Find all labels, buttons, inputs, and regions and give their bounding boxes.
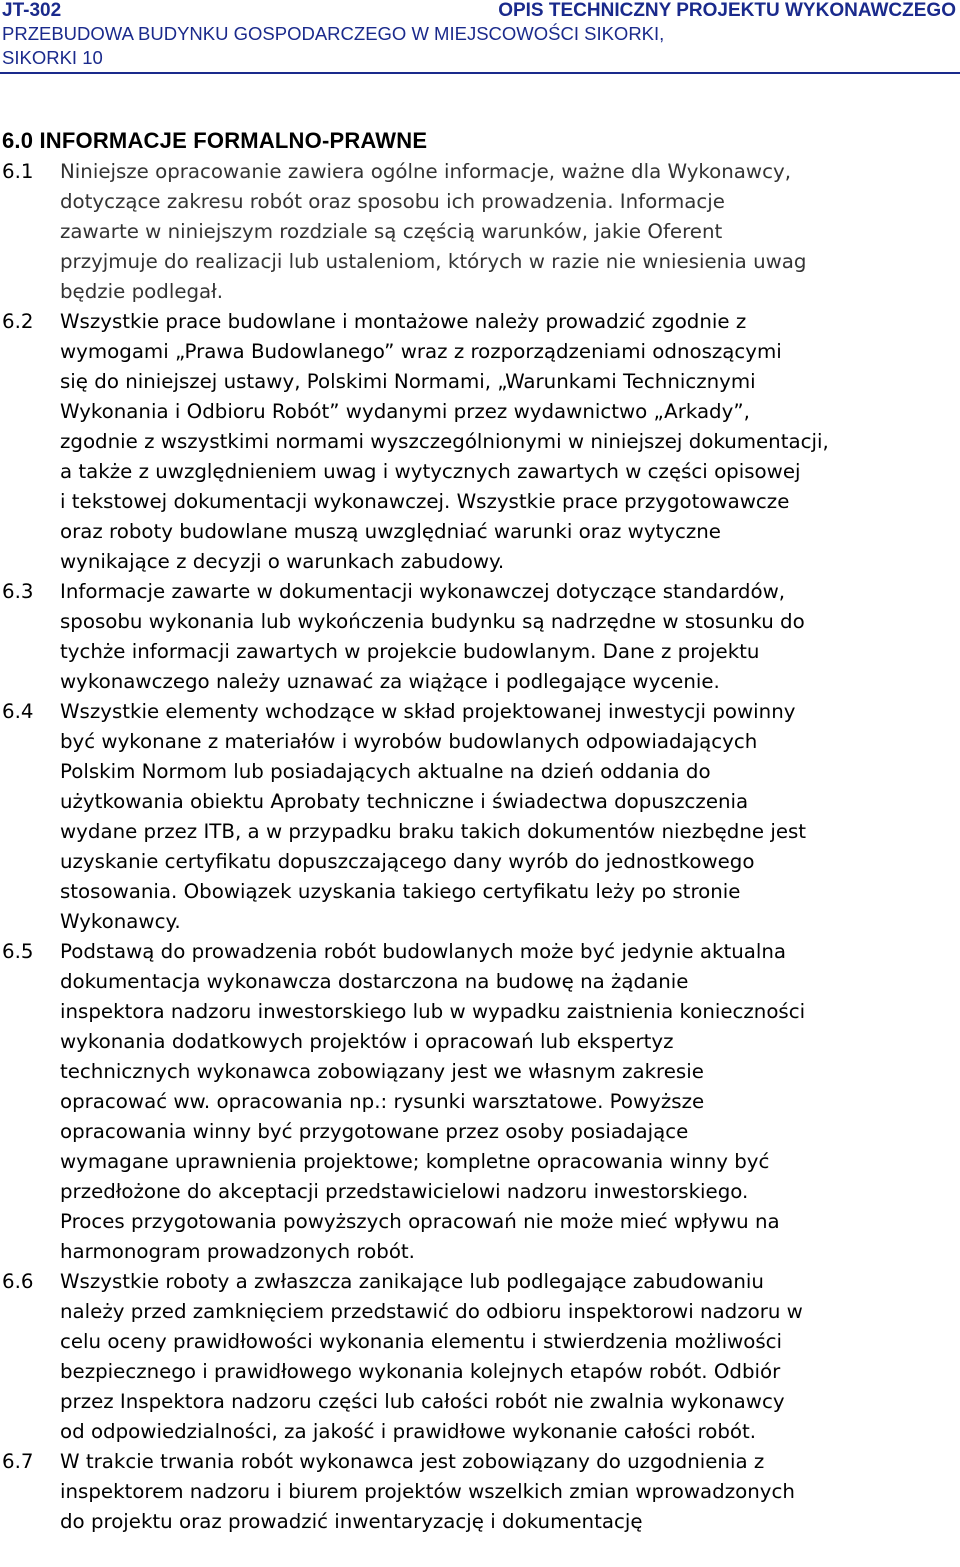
document-title: OPIS TECHNICZNY PROJEKTU WYKONAWCZEGO [498,0,956,21]
item-number: 6.4 [2,700,34,723]
list-item [0,1447,960,1537]
item-text-line: Wszystkie roboty a zwłaszcza zanikające lub podlegające zabudowaniu [60,1270,764,1293]
item-text-line: wydane przez ITB, a w przypadku braku takich dokumentów niezbędne jest [60,820,807,843]
item-text-line: uzyskanie certyfikatu dopuszczającego dany wyrób do jednostkowego [60,850,755,873]
item-text-line: inspektora nadzoru inwestorskiego lub w wypadku zaistnienia konieczności [60,1000,806,1023]
item-text-line: przyjmuje do realizacji lub ustaleniom, których w razie nie wniesienia uwag [60,250,807,273]
header-divider [0,72,960,74]
item-number: 6.1 [2,160,34,183]
page-header [0,0,960,72]
item-text-line: dokumentacja wykonawcza dostarczona na budowę na żądanie [60,970,689,993]
item-text-line: wykonawczego należy uznawać za wiążące i podlegające wycenie. [60,670,720,693]
list-item [0,577,960,697]
item-text-line: od odpowiedzialności, za jakość i prawidłowe wykonanie całości robót. [60,1420,757,1443]
list-item [0,937,960,1267]
section-items [0,157,960,1537]
item-text-line: wynikające z decyzji o warunkach zabudowy. [60,550,505,573]
item-text-line: użytkowania obiektu Aprobaty techniczne i świadectwa dopuszczenia [60,790,749,813]
item-text-line: przez Inspektora nadzoru części lub całości robót nie zwalnia wykonawcy [60,1390,785,1413]
item-text-line: Informacje zawarte w dokumentacji wykonawczej dotyczące standardów, [60,580,786,603]
item-text-line: i tekstowej dokumentacji wykonawczej. Wszystkie prace przygotowawcze [60,490,790,513]
item-text-line: Wszystkie elementy wchodzące w skład projektowanej inwestycji powinny [60,700,796,723]
item-text-line: Wszystkie prace budowlane i montażowe należy prowadzić zgodnie z [60,310,747,333]
item-number: 6.2 [2,310,34,333]
item-text-line: technicznych wykonawca zobowiązany jest we własnym zakresie [60,1060,704,1083]
item-text-line: tychże informacji zawartych w projekcie budowlanym. Dane z projektu [60,640,760,663]
item-text-line: będzie podlegał. [60,280,224,303]
item-text-line: wymogami „Prawa Budowlanego” wraz z rozporządzeniami odnoszącymi [60,340,782,363]
item-text-line: oraz roboty budowlane muszą uwzględniać warunki oraz wytyczne [60,520,721,543]
item-text-line: Wykonawcy. [60,910,181,933]
item-text-line: wymagane uprawnienia projektowe; kompletne opracowania winny być [60,1150,770,1173]
item-text-line: zgodnie z wszystkimi normami wyszczególnionymi w niniejszej dokumentacji, [60,430,829,453]
item-text-line: należy przed zamknięciem przedstawić do odbioru inspektorowi nadzoru w [60,1300,803,1323]
item-text-line: Wykonania i Odbioru Robót” wydanymi przez wydawnictwo „Arkady”, [60,400,750,423]
item-number: 6.7 [2,1450,34,1473]
item-text-line: harmonogram prowadzonych robót. [60,1240,415,1263]
item-text-line: Niniejsze opracowanie zawiera ogólne informacje, ważne dla Wykonawcy, [60,160,791,183]
item-text-line: opracowania winny być przygotowane przez osoby posiadające [60,1120,689,1143]
list-item [0,307,960,577]
item-text-line: do projektu oraz prowadzić inwentaryzację i dokumentację [60,1510,643,1533]
item-text-line: Proces przygotowania powyższych opracowań nie może mieć wpływu na [60,1210,780,1233]
item-text-line: Podstawą do prowadzenia robót budowlanych może być jedynie aktualna [60,940,787,963]
item-text-line: dotyczące zakresu robót oraz sposobu ich prowadzenia. Informacje [60,190,725,213]
list-item [0,697,960,937]
item-text-line: stosowania. Obowiązek uzyskania takiego certyfikatu leży po stronie [60,880,741,903]
item-text-line: się do niniejszej ustawy, Polskimi Normami, „Warunkami Technicznymi [60,370,756,393]
section-heading: 6.0 INFORMACJE FORMALNO-PRAWNE [2,128,428,153]
item-text-line: a także z uwzględnieniem uwag i wytycznych zawartych w części opisowej [60,460,801,483]
item-text-line: wykonania dodatkowych projektów i opracowań lub ekspertyz [60,1030,674,1053]
project-name-line-2: SIKORKI 10 [2,47,103,68]
item-text-line: przedłożone do akceptacji przedstawicielowi nadzoru inwestorskiego. [60,1180,749,1203]
item-text-line: Polskim Normom lub posiadających aktualne na dzień oddania do [60,760,711,783]
item-text-line: celu oceny prawidłowości wykonania elementu i stwierdzenia możliwości [60,1330,783,1353]
document-code: JT-302 [2,0,62,21]
item-text-line: W trakcie trwania robót wykonawca jest zobowiązany do uzgodnienia z [60,1450,765,1473]
item-number: 6.3 [2,580,34,603]
list-item [0,1267,960,1447]
item-text-line: sposobu wykonania lub wykończenia budynku są nadrzędne w stosunku do [60,610,805,633]
project-name-line-1: PRZEBUDOWA BUDYNKU GOSPODARCZEGO W MIEJSCOWOŚCI SIKORKI, [2,23,665,44]
item-text-line: inspektorem nadzoru i biurem projektów wszelkich zmian wprowadzonych [60,1480,795,1503]
list-item [0,157,960,307]
item-text-line: zawarte w niniejszym rozdziale są częścią warunków, jakie Oferent [60,220,723,243]
item-number: 6.6 [2,1270,34,1293]
item-number: 6.5 [2,940,34,963]
item-text-line: być wykonane z materiałów i wyrobów budowlanych odpowiadających [60,730,758,753]
item-text-line: opracować ww. opracowania np.: rysunki warsztatowe. Powyższe [60,1090,705,1113]
item-text-line: bezpiecznego i prawidłowego wykonania kolejnych etapów robót. Odbiór [60,1360,781,1383]
